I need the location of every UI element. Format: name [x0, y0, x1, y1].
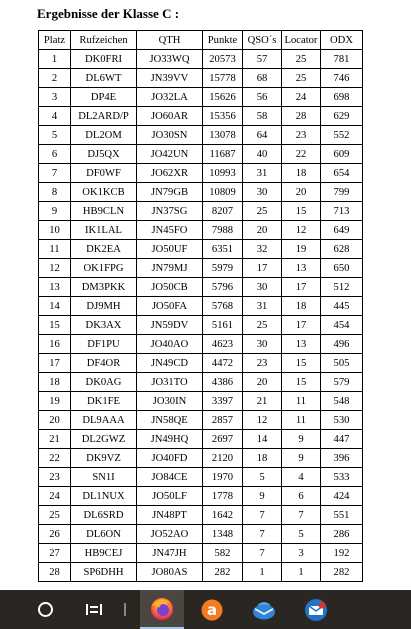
cell-odx: 512	[321, 278, 363, 297]
cell-qsos: 12	[243, 411, 282, 430]
cell-qth: JO62XR	[137, 164, 203, 183]
cell-qsos: 9	[243, 487, 282, 506]
cell-punkte: 4386	[203, 373, 243, 392]
cell-punkte: 11687	[203, 145, 243, 164]
cell-qsos: 56	[243, 88, 282, 107]
cell-odx: 282	[321, 563, 363, 582]
cell-odx: 424	[321, 487, 363, 506]
cell-locator: 23	[282, 126, 321, 145]
cell-platz: 9	[39, 202, 71, 221]
cell-rufzeichen: DK2EA	[71, 240, 137, 259]
cell-qsos: 17	[243, 259, 282, 278]
cell-locator: 28	[282, 107, 321, 126]
cell-punkte: 1642	[203, 506, 243, 525]
cell-locator: 22	[282, 145, 321, 164]
cell-rufzeichen: DJ9MH	[71, 297, 137, 316]
cell-platz: 26	[39, 525, 71, 544]
cell-odx: 713	[321, 202, 363, 221]
cell-qth: JN79MJ	[137, 259, 203, 278]
cell-platz: 17	[39, 354, 71, 373]
cell-qth: JN48PT	[137, 506, 203, 525]
cell-odx: 650	[321, 259, 363, 278]
cell-odx: 579	[321, 373, 363, 392]
table-row	[39, 69, 363, 88]
cell-odx: 649	[321, 221, 363, 240]
cell-rufzeichen: DL6ON	[71, 525, 137, 544]
cell-qth: JO52AO	[137, 525, 203, 544]
cell-platz: 12	[39, 259, 71, 278]
cell-qth: JO33WQ	[137, 50, 203, 69]
table-row	[39, 354, 363, 373]
cell-odx: 746	[321, 69, 363, 88]
table-row	[39, 411, 363, 430]
cell-qth: JN37SG	[137, 202, 203, 221]
mail-taskbar-button[interactable]	[296, 590, 336, 629]
header-locator: Locator	[282, 31, 321, 50]
table-row	[39, 525, 363, 544]
cell-rufzeichen: DL2GWZ	[71, 430, 137, 449]
cell-qsos: 7	[243, 506, 282, 525]
table-row	[39, 50, 363, 69]
cell-locator: 15	[282, 202, 321, 221]
table-row	[39, 164, 363, 183]
cell-platz: 6	[39, 145, 71, 164]
cell-locator: 17	[282, 316, 321, 335]
task-view-icon	[86, 604, 102, 615]
cell-punkte: 15778	[203, 69, 243, 88]
cell-rufzeichen: DK9VZ	[71, 449, 137, 468]
table-row	[39, 335, 363, 354]
table-row	[39, 259, 363, 278]
cell-punkte: 5768	[203, 297, 243, 316]
header-qsos: QSO´s	[243, 31, 282, 50]
cell-qsos: 20	[243, 373, 282, 392]
table-row	[39, 221, 363, 240]
cell-platz: 27	[39, 544, 71, 563]
table-body	[39, 50, 363, 582]
firefox-taskbar-button[interactable]	[140, 590, 184, 629]
cell-odx: 286	[321, 525, 363, 544]
table-row	[39, 297, 363, 316]
cell-rufzeichen: DF0WF	[71, 164, 137, 183]
cell-rufzeichen: DL1NUX	[71, 487, 137, 506]
cell-qsos: 31	[243, 297, 282, 316]
cell-platz: 23	[39, 468, 71, 487]
cell-platz: 4	[39, 107, 71, 126]
cell-punkte: 2857	[203, 411, 243, 430]
mail-icon	[303, 597, 329, 623]
cell-platz: 18	[39, 373, 71, 392]
cell-qth: JN59DV	[137, 316, 203, 335]
header-punkte: Punkte	[203, 31, 243, 50]
cell-odx: 609	[321, 145, 363, 164]
cell-locator: 25	[282, 50, 321, 69]
table-row	[39, 278, 363, 297]
avast-icon	[200, 598, 224, 622]
taskbar-separator	[124, 603, 126, 616]
cell-qth: JO50UF	[137, 240, 203, 259]
cell-rufzeichen: HB9CLN	[71, 202, 137, 221]
cell-locator: 13	[282, 335, 321, 354]
cell-punkte: 7988	[203, 221, 243, 240]
svg-text:a: a	[206, 600, 218, 619]
task-view-button[interactable]	[80, 590, 108, 629]
cell-punkte: 2697	[203, 430, 243, 449]
table-row	[39, 430, 363, 449]
cell-odx: 454	[321, 316, 363, 335]
cell-platz: 14	[39, 297, 71, 316]
cell-platz: 20	[39, 411, 71, 430]
cell-rufzeichen: OK1KCB	[71, 183, 137, 202]
cell-rufzeichen: DM3PKK	[71, 278, 137, 297]
cell-rufzeichen: DL9AAA	[71, 411, 137, 430]
cell-qth: JN47JH	[137, 544, 203, 563]
cell-punkte: 2120	[203, 449, 243, 468]
cell-rufzeichen: DL2OM	[71, 126, 137, 145]
table-row	[39, 202, 363, 221]
cell-qsos: 1	[243, 563, 282, 582]
cell-qsos: 64	[243, 126, 282, 145]
cell-platz: 22	[39, 449, 71, 468]
table-row	[39, 468, 363, 487]
cell-qth: JO50LF	[137, 487, 203, 506]
thunderbird-taskbar-button[interactable]	[244, 590, 284, 629]
cell-qth: JO84CE	[137, 468, 203, 487]
cell-odx: 654	[321, 164, 363, 183]
cell-rufzeichen: IK1LAL	[71, 221, 137, 240]
taskbar	[0, 590, 411, 629]
cell-qsos: 30	[243, 335, 282, 354]
cell-punkte: 8207	[203, 202, 243, 221]
cell-locator: 15	[282, 373, 321, 392]
cell-qth: JO80AS	[137, 563, 203, 582]
cell-platz: 5	[39, 126, 71, 145]
cell-punkte: 1348	[203, 525, 243, 544]
cell-qth: JO30SN	[137, 126, 203, 145]
cell-locator: 17	[282, 278, 321, 297]
cell-odx: 505	[321, 354, 363, 373]
cell-rufzeichen: SP6DHH	[71, 563, 137, 582]
page-heading: Ergebnisse der Klasse C :	[37, 6, 180, 21]
table-row	[39, 107, 363, 126]
cell-punkte: 10993	[203, 164, 243, 183]
cell-locator: 18	[282, 164, 321, 183]
search-button[interactable]	[30, 590, 60, 629]
cell-platz: 13	[39, 278, 71, 297]
cell-rufzeichen: OK1FPG	[71, 259, 137, 278]
cell-punkte: 6351	[203, 240, 243, 259]
cell-locator: 25	[282, 69, 321, 88]
cell-odx: 629	[321, 107, 363, 126]
cell-qth: JO32LA	[137, 88, 203, 107]
cell-odx: 396	[321, 449, 363, 468]
cell-locator: 11	[282, 411, 321, 430]
cell-locator: 12	[282, 221, 321, 240]
cell-rufzeichen: DJ5QX	[71, 145, 137, 164]
cell-rufzeichen: DK1FE	[71, 392, 137, 411]
cell-platz: 19	[39, 392, 71, 411]
table-row	[39, 449, 363, 468]
cell-rufzeichen: DK3AX	[71, 316, 137, 335]
table-row	[39, 183, 363, 202]
cell-qsos: 21	[243, 392, 282, 411]
header-rufzeichen: Rufzeichen	[71, 31, 137, 50]
cell-qsos: 18	[243, 449, 282, 468]
cell-odx: 445	[321, 297, 363, 316]
cell-locator: 20	[282, 183, 321, 202]
cell-punkte: 4623	[203, 335, 243, 354]
header-platz: Platz	[39, 31, 71, 50]
cell-rufzeichen: SN1I	[71, 468, 137, 487]
cell-odx: 530	[321, 411, 363, 430]
cell-odx: 496	[321, 335, 363, 354]
cell-rufzeichen: DL6WT	[71, 69, 137, 88]
cell-qth: JO50CB	[137, 278, 203, 297]
table-row	[39, 145, 363, 164]
table-row	[39, 487, 363, 506]
cell-rufzeichen: DL6SRD	[71, 506, 137, 525]
cell-qsos: 68	[243, 69, 282, 88]
header-odx: ODX	[321, 31, 363, 50]
cell-punkte: 15626	[203, 88, 243, 107]
cell-locator: 13	[282, 259, 321, 278]
cell-odx: 781	[321, 50, 363, 69]
search-icon	[38, 602, 53, 617]
table-header-row	[39, 31, 363, 50]
cell-qsos: 30	[243, 278, 282, 297]
avast-taskbar-button[interactable]	[192, 590, 232, 629]
cell-platz: 15	[39, 316, 71, 335]
cell-qth: JN45FO	[137, 221, 203, 240]
table-row	[39, 373, 363, 392]
cell-platz: 3	[39, 88, 71, 107]
cell-platz: 21	[39, 430, 71, 449]
cell-qsos: 30	[243, 183, 282, 202]
table-row	[39, 392, 363, 411]
cell-qsos: 7	[243, 525, 282, 544]
table-row	[39, 563, 363, 582]
cell-locator: 11	[282, 392, 321, 411]
header-qth: QTH	[137, 31, 203, 50]
cell-qsos: 20	[243, 221, 282, 240]
cell-odx: 192	[321, 544, 363, 563]
cell-platz: 8	[39, 183, 71, 202]
cell-locator: 7	[282, 506, 321, 525]
cell-qsos: 25	[243, 202, 282, 221]
cell-odx: 548	[321, 392, 363, 411]
cell-qth: JO50FA	[137, 297, 203, 316]
results-table	[38, 30, 363, 582]
cell-platz: 28	[39, 563, 71, 582]
cell-platz: 1	[39, 50, 71, 69]
cell-punkte: 5161	[203, 316, 243, 335]
cell-punkte: 582	[203, 544, 243, 563]
cell-qth: JN58QE	[137, 411, 203, 430]
cell-rufzeichen: DF4OR	[71, 354, 137, 373]
cell-odx: 552	[321, 126, 363, 145]
cell-locator: 4	[282, 468, 321, 487]
cell-qth: JN39VV	[137, 69, 203, 88]
cell-locator: 1	[282, 563, 321, 582]
table-row	[39, 126, 363, 145]
cell-locator: 6	[282, 487, 321, 506]
cell-punkte: 282	[203, 563, 243, 582]
cell-odx: 551	[321, 506, 363, 525]
cell-qth: JO40AO	[137, 335, 203, 354]
cell-rufzeichen: DP4E	[71, 88, 137, 107]
cell-rufzeichen: DK0FRI	[71, 50, 137, 69]
cell-punkte: 5979	[203, 259, 243, 278]
cell-punkte: 5796	[203, 278, 243, 297]
cell-locator: 24	[282, 88, 321, 107]
thunderbird-icon	[251, 597, 277, 623]
cell-rufzeichen: DK0AG	[71, 373, 137, 392]
cell-qsos: 5	[243, 468, 282, 487]
table-row	[39, 88, 363, 107]
cell-qsos: 31	[243, 164, 282, 183]
cell-odx: 698	[321, 88, 363, 107]
cell-rufzeichen: DF1PU	[71, 335, 137, 354]
cell-rufzeichen: DL2ARD/P	[71, 107, 137, 126]
cell-locator: 15	[282, 354, 321, 373]
cell-platz: 11	[39, 240, 71, 259]
cell-qsos: 58	[243, 107, 282, 126]
table-row	[39, 240, 363, 259]
cell-qsos: 25	[243, 316, 282, 335]
cell-qth: JN49CD	[137, 354, 203, 373]
cell-punkte: 20573	[203, 50, 243, 69]
cell-locator: 9	[282, 449, 321, 468]
cell-platz: 16	[39, 335, 71, 354]
cell-platz: 24	[39, 487, 71, 506]
cell-qsos: 32	[243, 240, 282, 259]
cell-punkte: 13078	[203, 126, 243, 145]
cell-punkte: 3397	[203, 392, 243, 411]
cell-punkte: 10809	[203, 183, 243, 202]
cell-locator: 19	[282, 240, 321, 259]
cell-rufzeichen: HB9CEJ	[71, 544, 137, 563]
cell-locator: 18	[282, 297, 321, 316]
table-row	[39, 544, 363, 563]
cell-platz: 25	[39, 506, 71, 525]
cell-qsos: 57	[243, 50, 282, 69]
cell-qsos: 40	[243, 145, 282, 164]
cell-qth: JO30IN	[137, 392, 203, 411]
cell-qth: JN49HQ	[137, 430, 203, 449]
cell-qth: JO42UN	[137, 145, 203, 164]
cell-qth: JN79GB	[137, 183, 203, 202]
cell-punkte: 15356	[203, 107, 243, 126]
cell-platz: 7	[39, 164, 71, 183]
firefox-icon	[149, 596, 175, 622]
cell-punkte: 1970	[203, 468, 243, 487]
cell-odx: 799	[321, 183, 363, 202]
cell-punkte: 4472	[203, 354, 243, 373]
table-row	[39, 316, 363, 335]
cell-odx: 447	[321, 430, 363, 449]
cell-qsos: 7	[243, 544, 282, 563]
cell-locator: 3	[282, 544, 321, 563]
cell-odx: 628	[321, 240, 363, 259]
cell-qsos: 14	[243, 430, 282, 449]
cell-qth: JO40FD	[137, 449, 203, 468]
cell-platz: 10	[39, 221, 71, 240]
cell-odx: 533	[321, 468, 363, 487]
cell-locator: 5	[282, 525, 321, 544]
cell-qth: JO60AR	[137, 107, 203, 126]
cell-locator: 9	[282, 430, 321, 449]
cell-qth: JO31TO	[137, 373, 203, 392]
table-row	[39, 506, 363, 525]
cell-qsos: 23	[243, 354, 282, 373]
cell-punkte: 1778	[203, 487, 243, 506]
cell-platz: 2	[39, 69, 71, 88]
